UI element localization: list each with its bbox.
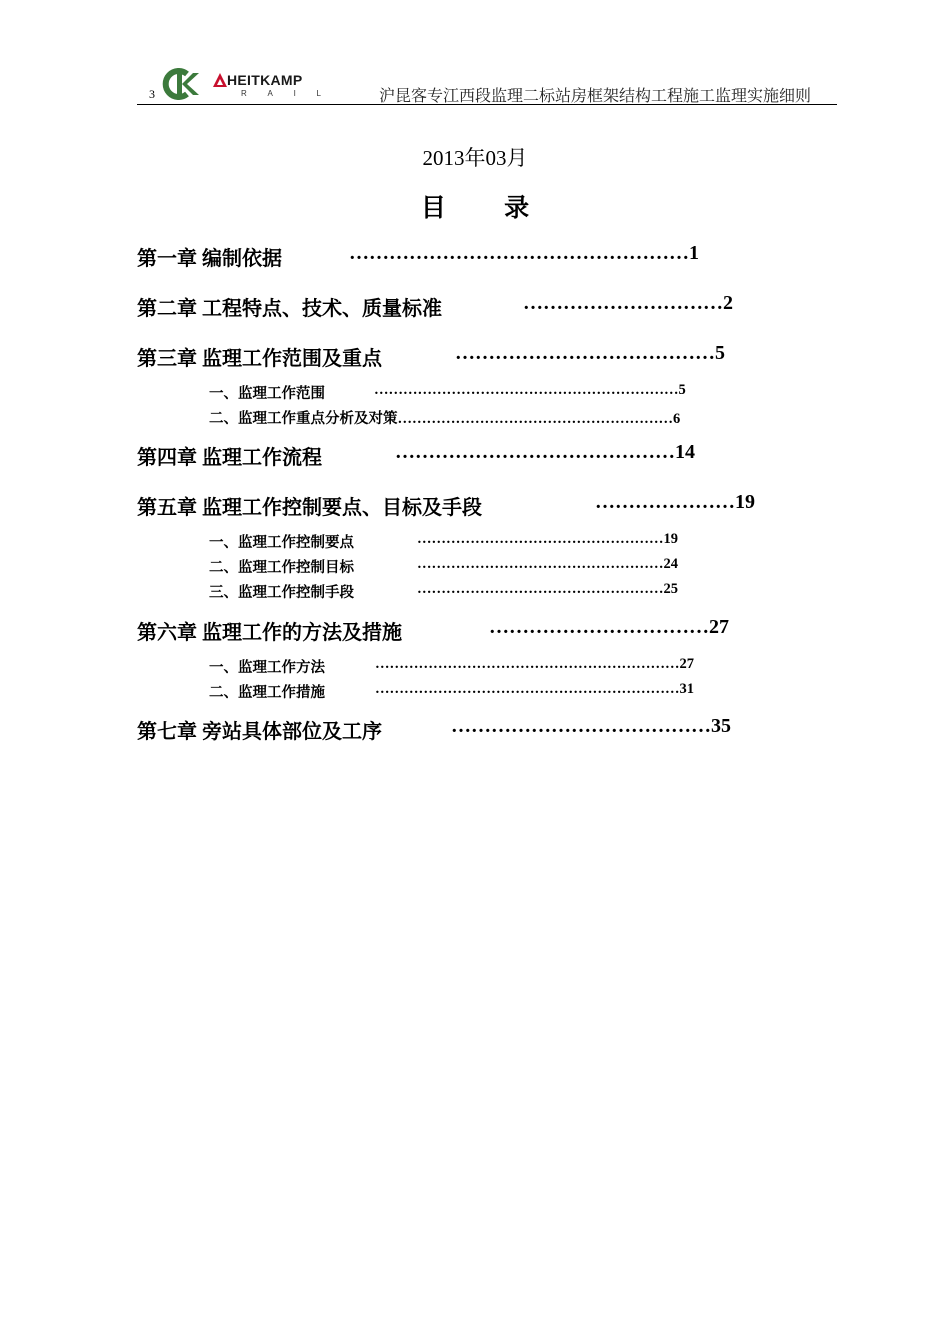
ck-logo-icon bbox=[157, 68, 201, 100]
toc-heading: 目 录 bbox=[420, 195, 556, 222]
toc-leader-page bbox=[595, 491, 755, 514]
toc-chapter-2[interactable] bbox=[137, 292, 733, 321]
toc-label: 第二章 工程特点、技术、质量标准 bbox=[137, 298, 442, 320]
document-title: 沪昆客专江西段监理二标站房框架结构工程施工监理实施细则 bbox=[378, 88, 811, 105]
rail-letter: A bbox=[267, 89, 273, 98]
toc-dots: ………………………………… bbox=[451, 715, 711, 737]
document-date: 2013年03月 bbox=[422, 146, 528, 170]
toc-chapter-6[interactable] bbox=[137, 616, 729, 645]
toc-dots: ………………… bbox=[595, 491, 735, 513]
toc-page-number: 19 bbox=[735, 491, 755, 513]
toc-leader-page bbox=[489, 616, 729, 639]
toc-dots: …………………………………………… bbox=[349, 242, 689, 264]
toc-page-number: 27 bbox=[679, 656, 694, 672]
toc-label: 第一章 编制依据 bbox=[137, 248, 282, 270]
toc-leader-page bbox=[398, 411, 681, 427]
toc-dots: …………………………………………… bbox=[417, 556, 664, 572]
toc-label: 一、监理工作控制要点 bbox=[209, 535, 354, 551]
toc-chapter-3[interactable] bbox=[137, 342, 725, 371]
toc-section-6-2[interactable] bbox=[209, 681, 694, 702]
toc-leader-page bbox=[349, 242, 699, 265]
toc-label: 二、监理工作控制目标 bbox=[209, 560, 354, 576]
toc-page-number: 25 bbox=[663, 581, 678, 597]
toc-leader-page bbox=[395, 441, 695, 464]
toc-label: 二、监理工作重点分析及对策 bbox=[209, 411, 398, 427]
toc-page-number: 14 bbox=[675, 441, 695, 463]
toc-dots: …………………………………………… bbox=[417, 581, 664, 597]
toc-label: 一、监理工作方法 bbox=[209, 660, 325, 676]
rail-letter: L bbox=[316, 89, 321, 98]
toc-section-5-2[interactable] bbox=[209, 556, 678, 577]
toc-leader-page bbox=[523, 292, 733, 315]
rail-letter: R bbox=[241, 89, 247, 98]
toc-dots: ……………………………………………………… bbox=[375, 681, 680, 697]
rail-letter: I bbox=[293, 89, 296, 98]
toc-leader-page bbox=[451, 715, 731, 738]
toc-dots: …………………………………………… bbox=[417, 531, 664, 547]
toc-label: 一、监理工作范围 bbox=[209, 386, 325, 402]
toc-page-number: 6 bbox=[673, 411, 681, 427]
toc-section-5-3[interactable] bbox=[209, 581, 678, 602]
toc-page-number: 31 bbox=[679, 681, 694, 697]
toc-chapter-7[interactable] bbox=[137, 715, 731, 744]
toc-chapter-4[interactable] bbox=[137, 441, 695, 470]
toc-section-3-1[interactable] bbox=[209, 382, 686, 403]
page-header bbox=[137, 66, 837, 105]
toc-dots: …………………………… bbox=[489, 616, 709, 638]
toc-page-number: 5 bbox=[715, 342, 725, 364]
rail-wordmark bbox=[241, 89, 321, 98]
toc-label: 第四章 监理工作流程 bbox=[137, 447, 322, 469]
toc-leader-page bbox=[417, 531, 678, 548]
toc-page-number: 35 bbox=[711, 715, 731, 737]
toc-page-number: 24 bbox=[663, 556, 678, 572]
toc-leader-page bbox=[417, 581, 678, 598]
heitkamp-wordmark: HEITKAMP bbox=[227, 72, 303, 88]
toc-dots: ………………………………………………… bbox=[397, 411, 673, 427]
toc-page-number: 1 bbox=[689, 242, 699, 264]
header-page-number: 3 bbox=[149, 87, 155, 101]
toc-leader-page bbox=[375, 681, 694, 698]
toc-dots: ………………………… bbox=[523, 292, 723, 314]
toc-page-number: 27 bbox=[709, 616, 729, 638]
toc-dots: ………………………………… bbox=[455, 342, 715, 364]
toc-leader-page bbox=[455, 342, 725, 365]
toc-chapter-5[interactable] bbox=[137, 491, 755, 520]
toc-page-number: 19 bbox=[663, 531, 678, 547]
toc-label: 第三章 监理工作范围及重点 bbox=[137, 348, 382, 370]
toc-chapter-1[interactable] bbox=[137, 242, 699, 271]
toc-label: 二、监理工作措施 bbox=[209, 685, 325, 701]
toc-label: 第七章 旁站具体部位及工序 bbox=[137, 721, 382, 743]
toc-label: 第六章 监理工作的方法及措施 bbox=[137, 622, 402, 644]
toc-section-5-1[interactable] bbox=[209, 531, 678, 552]
toc-section-3-2[interactable] bbox=[209, 407, 680, 428]
toc-dots: ……………………………………………………… bbox=[375, 656, 680, 672]
heitkamp-triangle-icon bbox=[213, 73, 227, 87]
toc-dots: …………………………………… bbox=[395, 441, 675, 463]
toc-leader-page bbox=[374, 382, 686, 399]
toc-label: 第五章 监理工作控制要点、目标及手段 bbox=[137, 497, 482, 519]
toc-label: 三、监理工作控制手段 bbox=[209, 585, 354, 601]
toc-page-number: 5 bbox=[678, 382, 686, 398]
toc-page-number: 2 bbox=[723, 292, 733, 314]
toc-leader-page bbox=[417, 556, 678, 573]
toc-leader-page bbox=[375, 656, 694, 673]
heitkamp-rail-logo bbox=[213, 72, 325, 104]
toc-dots: ……………………………………………………… bbox=[374, 382, 679, 398]
toc-section-6-1[interactable] bbox=[209, 656, 694, 677]
